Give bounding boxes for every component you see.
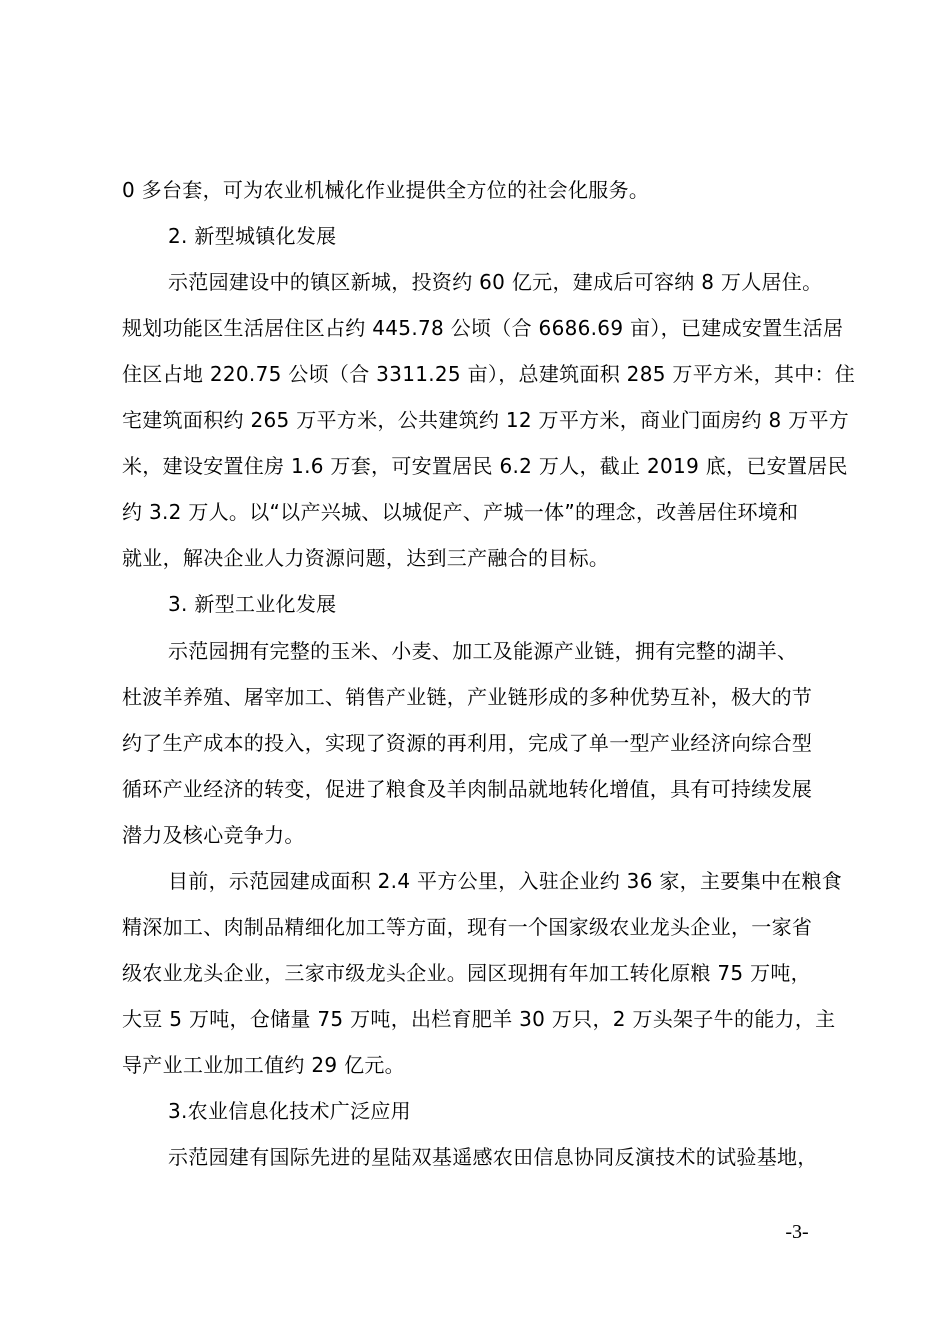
section-heading: 3.农业信息化技术广泛应用: [168, 1099, 411, 1123]
paragraph-line: 示范园建设中的镇区新城，投资约 60 亿元，建成后可容纳 8 万人居住。: [168, 270, 823, 294]
paragraph-line: 米，建设安置住房 1.6 万套，可安置居民 6.2 万人，截止 2019 底，已安置居民: [122, 454, 848, 478]
paragraph-line: 示范园建有国际先进的星陆双基遥感农田信息协同反演技术的试验基地，: [168, 1145, 818, 1169]
paragraph-line: 0 多台套，可为农业机械化作业提供全方位的社会化服务。: [122, 178, 650, 202]
paragraph-line: 目前，示范园建成面积 2.4 平方公里，入驻企业约 36 家，主要集中在粮食: [168, 869, 843, 893]
paragraph-line: 就业，解决企业人力资源问题，达到三产融合的目标。: [122, 546, 610, 570]
paragraph-line: 级农业龙头企业，三家市级龙头企业。园区现拥有年加工转化原粮 75 万吨，: [122, 961, 811, 985]
paragraph-line: 大豆 5 万吨，仓储量 75 万吨，出栏育肥羊 30 万只，2 万头架子牛的能力，主: [122, 1007, 836, 1031]
paragraph-line: 约 3.2 万人。以“以产兴城、以城促产、产城一体”的理念，改善居住环境和: [122, 500, 799, 524]
paragraph-line: 规划功能区生活居住区占约 445.78 公顷（合 6686.69 亩），已建成安置生活居: [122, 316, 844, 340]
paragraph-line: 杜波羊养殖、屠宰加工、销售产业链，产业链形成的多种优势互补，极大的节: [122, 685, 813, 709]
section-heading: 3. 新型工业化发展: [168, 592, 337, 616]
paragraph-line: 示范园拥有完整的玉米、小麦、加工及能源产业链，拥有完整的湖羊、: [168, 639, 798, 663]
paragraph-line: 导产业工业加工值约 29 亿元。: [122, 1053, 405, 1077]
page-number: -3-: [785, 1221, 809, 1243]
paragraph-line: 约了生产成本的投入，实现了资源的再利用，完成了单一型产业经济向综合型: [122, 731, 813, 755]
paragraph-line: 精深加工、肉制品精细化加工等方面，现有一个国家级农业龙头企业，一家省: [122, 915, 813, 939]
paragraph-line: 住区占地 220.75 公顷（合 3311.25 亩），总建筑面积 285 万平方米，其中：住: [122, 362, 856, 386]
paragraph-line: 潜力及核心竞争力。: [122, 823, 305, 847]
section-heading: 2. 新型城镇化发展: [168, 224, 337, 248]
paragraph-line: 宅建筑面积约 265 万平方米，公共建筑约 12 万平方米，商业门面房约 8 万平方: [122, 408, 850, 432]
paragraph-line: 循环产业经济的转变，促进了粮食及羊肉制品就地转化增值，具有可持续发展: [122, 777, 813, 801]
